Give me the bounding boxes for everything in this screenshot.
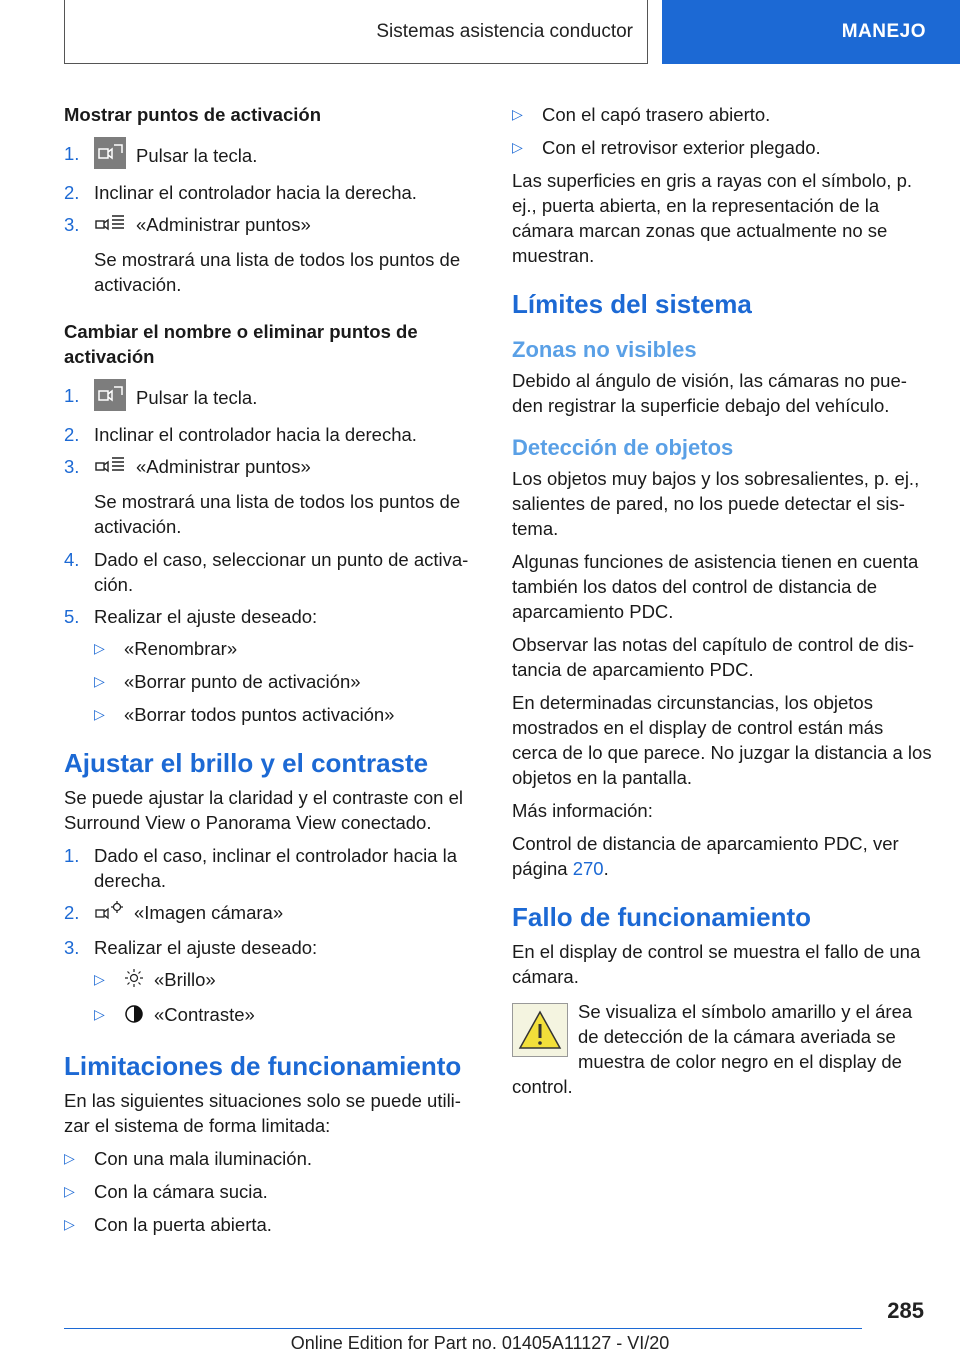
bullet-item xyxy=(64,1179,476,1204)
option-text: «Contraste» xyxy=(154,1004,255,1026)
step-text: Dado el caso, seleccionar un punto de activa-ción. xyxy=(94,549,469,596)
triangle-bullet-icon: ▷ xyxy=(94,971,105,988)
triangle-bullet-icon: ▷ xyxy=(64,1149,75,1166)
section-heading-mostrar: Mostrar puntos de activación xyxy=(64,104,321,125)
section-title: Sistemas asistencia conductor xyxy=(376,20,633,42)
triangle-bullet-icon: ▷ xyxy=(64,1182,75,1199)
triangle-bullet-icon: ▷ xyxy=(94,1006,105,1023)
paragraph-text: Control de distancia de aparcamiento PDC, ver página xyxy=(512,833,899,879)
heading-fallo: Fallo de funcionamiento xyxy=(512,902,812,932)
bullet-text: Con el capó trasero abierto. xyxy=(542,104,771,125)
step-note: Se mostrará una lista de todos los puntos de activación. xyxy=(94,249,461,296)
option-text: «Borrar punto de activación» xyxy=(124,671,361,693)
step-number: 2. xyxy=(64,902,80,924)
step-item xyxy=(64,212,476,240)
camera-key-icon xyxy=(94,137,126,169)
step-number: 5. xyxy=(64,606,80,628)
triangle-bullet-icon: ▷ xyxy=(512,139,523,155)
option-item xyxy=(94,967,476,994)
header-section xyxy=(64,0,648,64)
step-text: Inclinar el controlador hacia la derecha. xyxy=(94,182,417,203)
warning-block xyxy=(512,999,932,1099)
contrast-icon xyxy=(124,1004,144,1030)
step-number: 4. xyxy=(64,549,80,571)
step-number: 3. xyxy=(64,214,80,235)
paragraph: Se visualiza el símbolo amarillo y el área de detección de la cámara averiada se muestra de color negro en el display de control. xyxy=(512,1001,913,1097)
paragraph: Las superficies en gris a rayas con el símbolo, p. ej., puerta abierta, en la representación de la cámara marcan zonas que actualmente no se muestran. xyxy=(512,170,912,266)
camera-key-icon xyxy=(94,379,126,411)
heading-limites: Límites del sistema xyxy=(512,289,752,319)
paragraph: En las siguientes situaciones solo se puede utili-zar el sistema de forma limitada: xyxy=(64,1089,461,1136)
step-item xyxy=(64,900,476,928)
bullet-text: Con una mala iluminación. xyxy=(94,1147,313,1169)
step-number: 1. xyxy=(64,385,80,407)
step-item xyxy=(64,547,476,597)
step-text: Dado el caso, inclinar el controlador hacia la derecha. xyxy=(94,845,458,892)
triangle-bullet-icon: ▷ xyxy=(64,1215,75,1232)
footer-divider xyxy=(64,1328,862,1329)
page-number: 285 xyxy=(887,1298,924,1323)
bullet-text: Con la puerta abierta. xyxy=(94,1213,272,1235)
paragraph: En el display de control se muestra el fallo de una cámara. xyxy=(512,941,921,987)
option-text: «Renombrar» xyxy=(124,638,238,660)
bullet-text: Con el retrovisor exterior plegado. xyxy=(542,137,821,158)
step-item xyxy=(64,383,476,415)
section-heading-cambiar: Cambiar el nombre o eliminar puntos de activación xyxy=(64,321,418,368)
step-item xyxy=(64,935,476,960)
left-column xyxy=(64,102,476,1245)
step-note: Se mostrará una lista de todos los puntos de activación. xyxy=(94,491,461,538)
paragraph: Algunas funciones de asistencia tienen en cuenta también los datos del control de distancia de aparcamiento PDC. xyxy=(512,551,919,622)
paragraph: Se puede ajustar la claridad y el contraste con el Surround View o Panorama View conectado. xyxy=(64,787,464,834)
page-link[interactable]: 270 xyxy=(572,858,604,879)
option-item xyxy=(94,669,476,694)
brightness-icon xyxy=(124,968,144,994)
bullet-item xyxy=(512,102,932,127)
step-text: Pulsar la tecla. xyxy=(136,144,258,166)
manage-points-icon xyxy=(94,454,126,482)
step-item xyxy=(64,422,476,447)
step-text: «Administrar puntos» xyxy=(136,214,311,235)
step-text: «Imagen cámara» xyxy=(134,902,284,924)
bullet-text: Con la cámara sucia. xyxy=(94,1180,268,1202)
bullet-item xyxy=(512,135,932,160)
chapter-title: MANEJO xyxy=(841,21,926,42)
paragraph: Los objetos muy bajos y los sobresalientes, p. ej., salientes de pared, no los puede detectar el sis-tema. xyxy=(512,468,920,539)
step-text: Realizar el ajuste deseado: xyxy=(94,937,318,959)
step-item xyxy=(64,141,476,173)
option-text: «Brillo» xyxy=(154,969,216,991)
bullet-item xyxy=(64,1146,476,1171)
step-item xyxy=(64,843,476,893)
camera-settings-icon xyxy=(94,900,124,928)
step-text: «Administrar puntos» xyxy=(136,456,311,478)
triangle-bullet-icon: ▷ xyxy=(94,706,105,723)
option-item xyxy=(94,1002,476,1029)
step-text: Realizar el ajuste deseado: xyxy=(94,606,318,628)
step-item xyxy=(64,604,476,629)
triangle-bullet-icon: ▷ xyxy=(94,640,105,657)
paragraph: Más información: xyxy=(512,800,653,821)
warning-triangle-icon xyxy=(512,1003,568,1057)
step-number: 2. xyxy=(64,182,80,203)
paragraph-with-link xyxy=(512,831,932,881)
heading-deteccion: Detección de objetos xyxy=(512,435,734,460)
option-item xyxy=(94,702,476,727)
option-item xyxy=(94,636,476,661)
heading-brillo: Ajustar el brillo y el contraste xyxy=(64,748,429,779)
right-column xyxy=(512,102,932,1099)
heading-limitaciones: Limitaciones de funcionamiento xyxy=(64,1050,462,1081)
bullet-item xyxy=(64,1212,476,1237)
paragraph: Observar las notas del capítulo de control de dis-tancia de aparcamiento PDC. xyxy=(512,634,915,680)
heading-zonas: Zonas no visibles xyxy=(512,337,697,362)
paragraph: Debido al ángulo de visión, las cámaras no pue-den registrar la superficie debajo del vehículo. xyxy=(512,370,907,416)
step-text: Pulsar la tecla. xyxy=(136,387,258,408)
footer-edition: Online Edition for Part no. 01405A11127 - VI/20 xyxy=(290,1333,670,1353)
step-number: 1. xyxy=(64,845,80,867)
triangle-bullet-icon: ▷ xyxy=(512,106,523,122)
step-number: 3. xyxy=(64,937,80,959)
step-number: 2. xyxy=(64,424,80,446)
header-chapter xyxy=(662,0,960,64)
step-item xyxy=(64,454,476,482)
paragraph-text: . xyxy=(603,858,609,879)
step-number: 3. xyxy=(64,456,80,478)
paragraph: En determinadas circunstancias, los objetos mostrados en el display de control están más cerca de lo que parece. No juzgar la distancia a los objetos en la pantalla. xyxy=(512,692,932,788)
triangle-bullet-icon: ▷ xyxy=(94,673,105,690)
option-text: «Borrar todos puntos activación» xyxy=(124,704,395,726)
manage-points-icon xyxy=(94,212,126,240)
step-text: Inclinar el controlador hacia la derecha. xyxy=(94,424,417,446)
step-number: 1. xyxy=(64,143,80,164)
step-item xyxy=(64,180,476,205)
